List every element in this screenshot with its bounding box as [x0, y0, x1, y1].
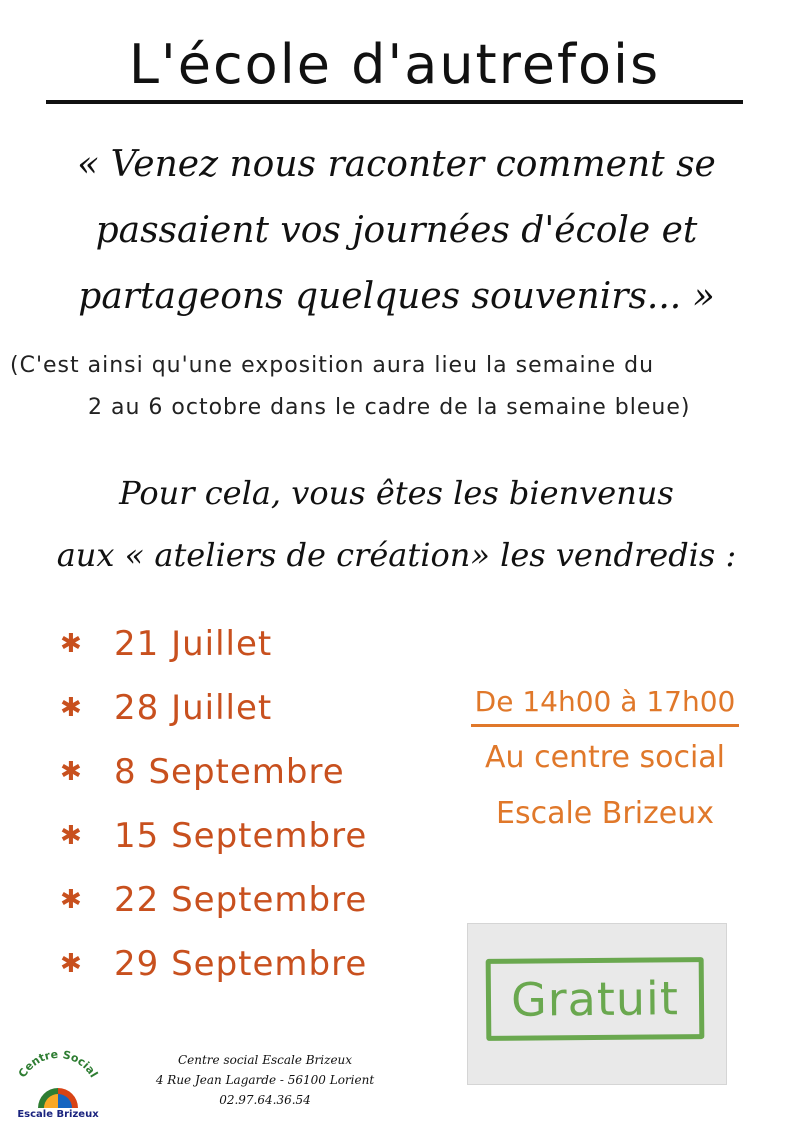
logo-text-bottom: Escale Brizeux	[17, 1109, 99, 1118]
asterisk-bullet-icon: ✱	[60, 885, 82, 915]
exposition-line: 2 au 6 octobre dans le cadre de la semaine bleue)	[88, 395, 691, 420]
invitation-line: Pour cela, vous êtes les bienvenus	[119, 474, 674, 512]
date-item	[60, 804, 420, 868]
dates-list	[60, 612, 420, 996]
quote-line: partageons quelques souvenirs... »	[78, 276, 715, 317]
asterisk-bullet-icon: ✱	[60, 629, 82, 659]
title-underline	[46, 100, 743, 104]
time-range: De 14h00 à 17h00	[471, 680, 740, 727]
date-label: 22 Septembre	[114, 880, 368, 920]
date-item	[60, 676, 420, 740]
asterisk-bullet-icon: ✱	[60, 949, 82, 979]
asterisk-bullet-icon: ✱	[60, 821, 82, 851]
footer-address: 4 Rue Jean Lagarde - 56100 Lorient	[155, 1073, 375, 1087]
invitation-block	[30, 462, 763, 586]
stamp-border	[486, 957, 705, 1041]
place-line: Escale Brizeux	[495, 796, 714, 831]
quote-block	[40, 132, 753, 330]
logo-text-top: Centre Social	[15, 1050, 101, 1080]
footer-contact	[130, 1050, 400, 1110]
asterisk-bullet-icon: ✱	[60, 757, 82, 787]
footer-name: Centre social Escale Brizeux	[177, 1053, 353, 1067]
date-label: 28 Juillet	[114, 688, 273, 728]
date-item	[60, 612, 420, 676]
free-stamp-image	[467, 923, 727, 1085]
exposition-note	[0, 345, 793, 429]
quote-line: « Venez nous raconter comment se	[77, 144, 716, 185]
date-item	[60, 740, 420, 804]
date-label: 15 Septembre	[114, 816, 368, 856]
page-title: L'école d'autrefois	[128, 33, 661, 96]
place-line: Au centre social	[485, 740, 725, 775]
asterisk-bullet-icon: ✱	[60, 693, 82, 723]
date-label: 8 Septembre	[114, 752, 345, 792]
quote-line: passaient vos journées d'école et	[95, 210, 698, 251]
date-item	[60, 868, 420, 932]
invitation-line: aux « ateliers de création» les vendredis :	[56, 536, 737, 574]
date-item	[60, 932, 420, 996]
date-label: 21 Juillet	[114, 624, 273, 664]
exposition-line: (C'est ainsi qu'une exposition aura lieu la semaine du	[10, 353, 655, 378]
event-info	[440, 680, 770, 845]
date-label: 29 Septembre	[114, 944, 368, 984]
centre-social-logo	[8, 1050, 108, 1118]
footer-phone: 02.97.64.36.54	[219, 1093, 311, 1107]
stamp-label: Gratuit	[510, 971, 680, 1027]
